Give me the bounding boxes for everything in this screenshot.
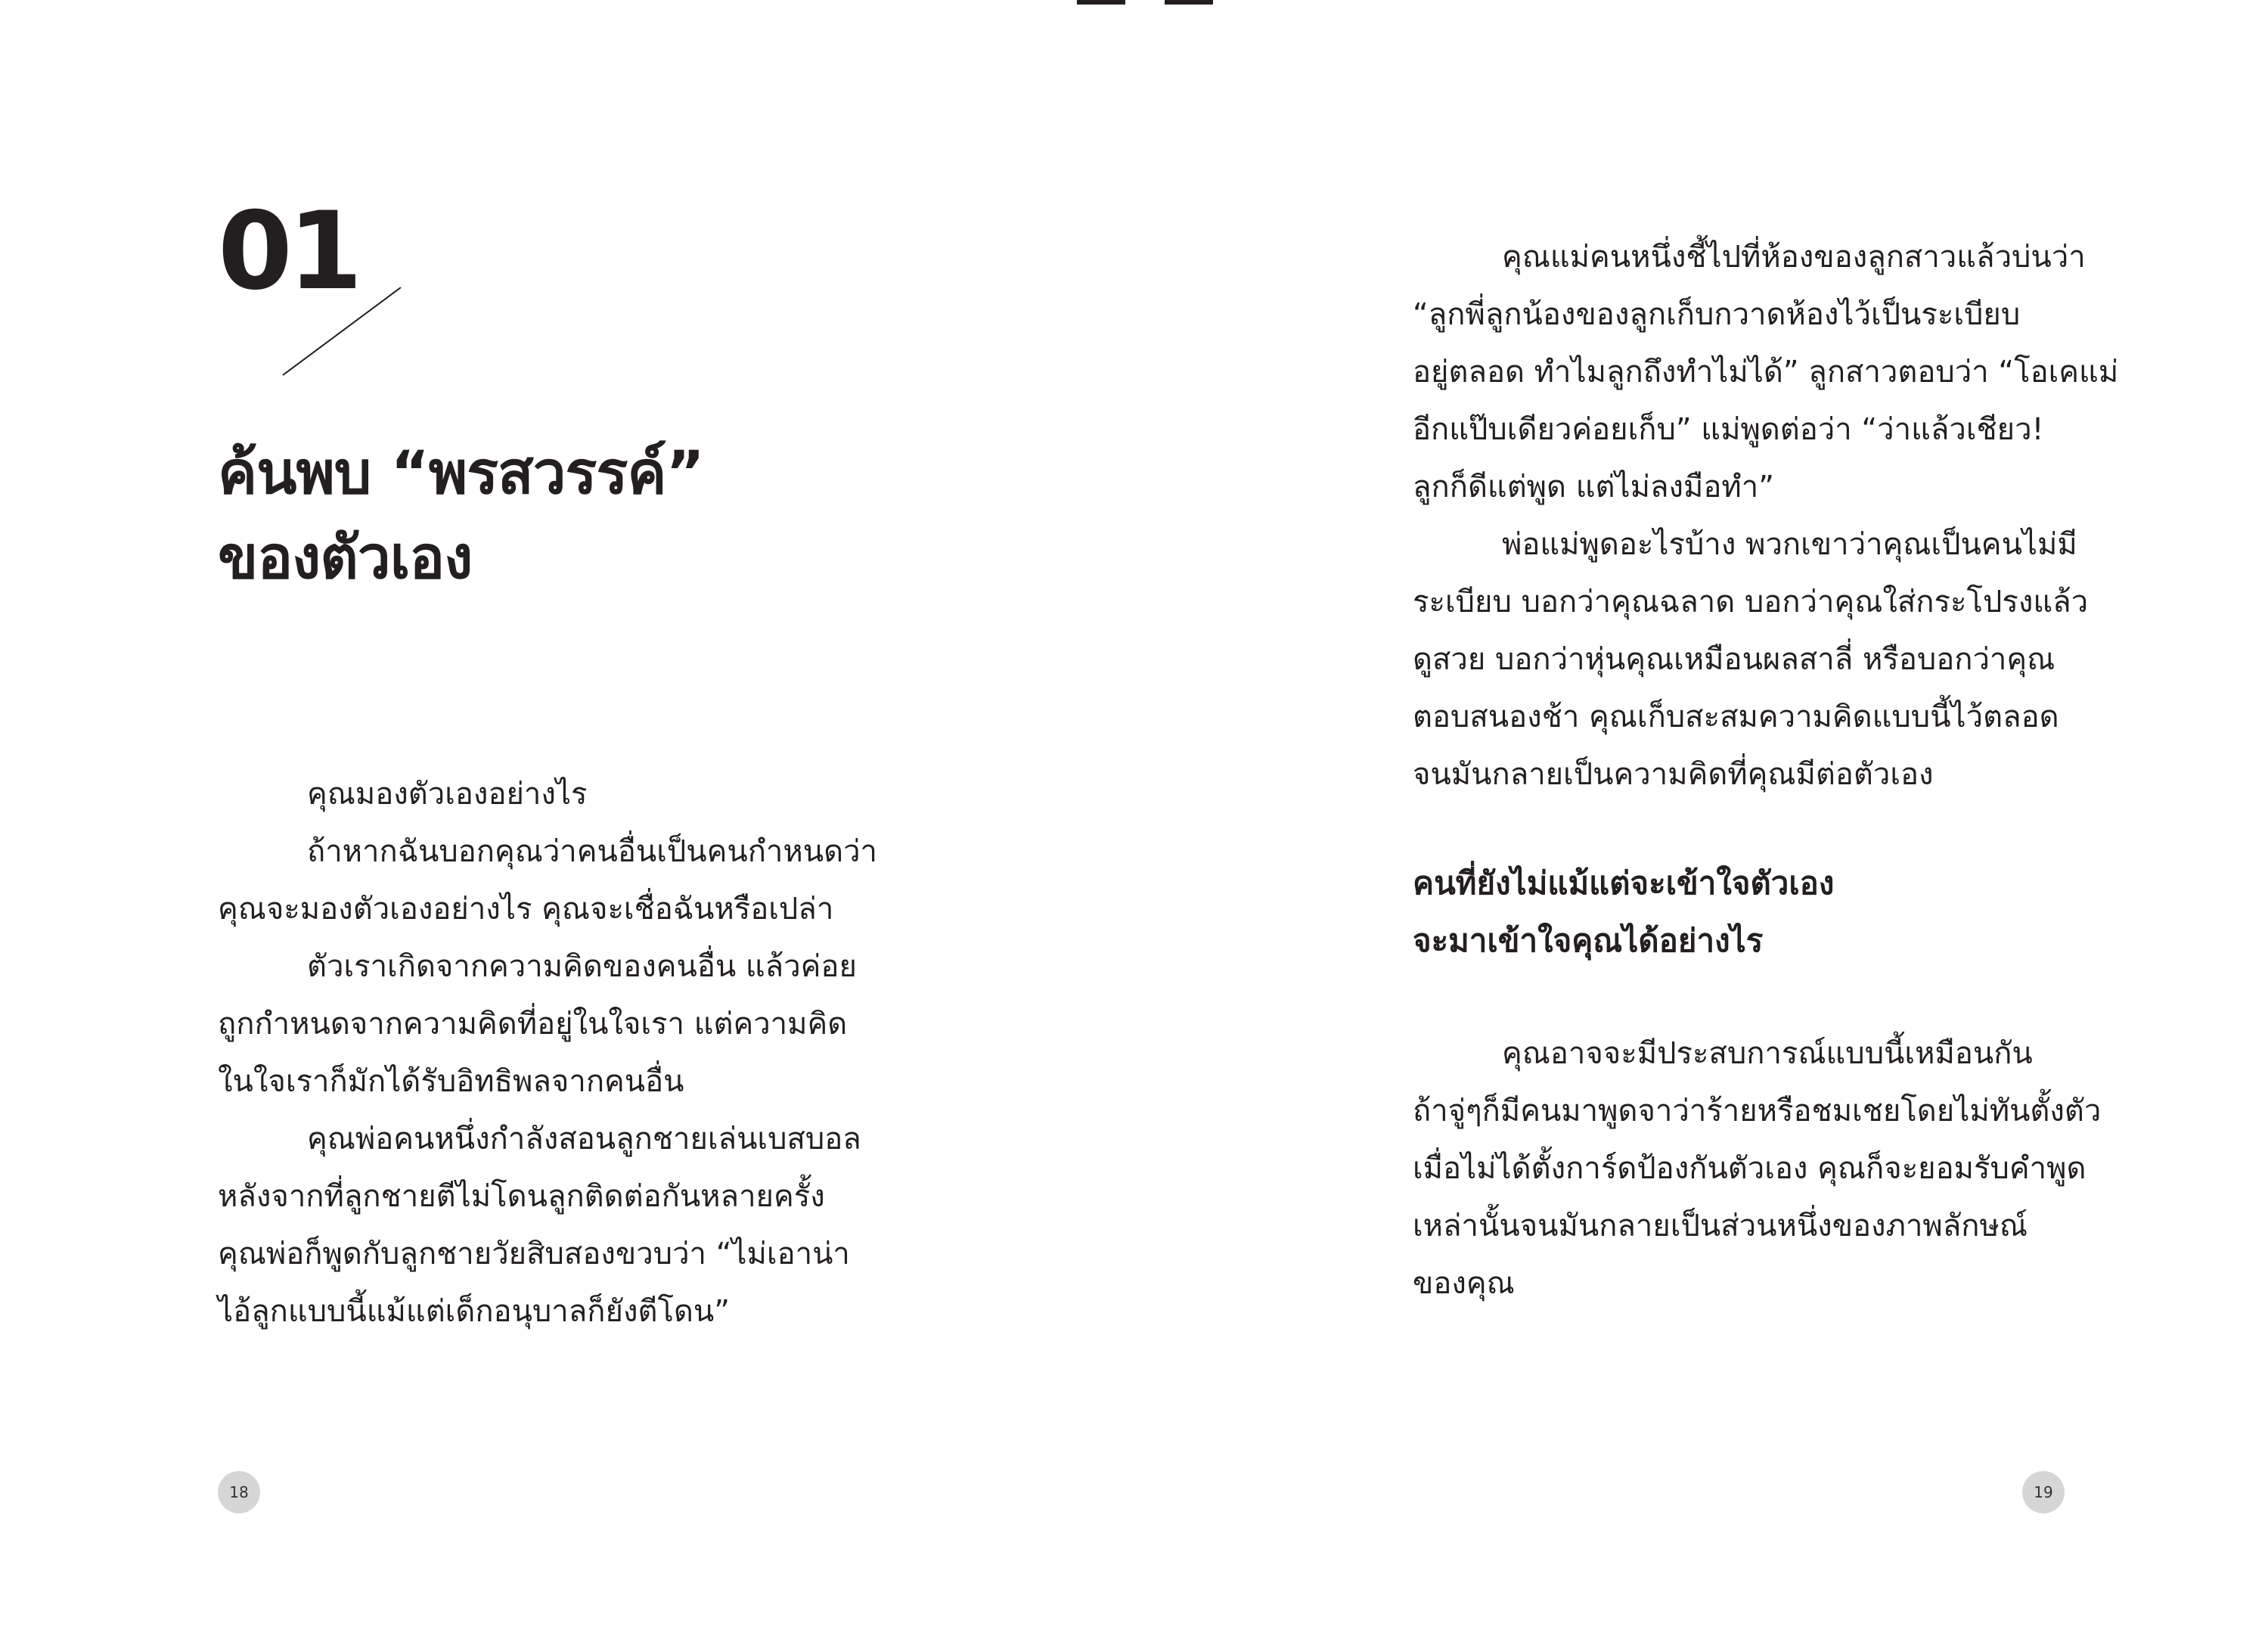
chapter-title-line: ค้นพบ “พรสวรรค์”	[218, 439, 704, 507]
page-number-badge: 18	[218, 1471, 260, 1513]
paragraph-line: หลังจากที่ลูกชายตีไม่โดนลูกติดต่อกันหลายครั้ง	[218, 1179, 825, 1214]
subheading-line: คนที่ยังไม่แม้แต่จะเข้าใจตัวเอง	[1413, 864, 1835, 902]
paragraph-line: ในใจเราก็มักได้รับอิทธิพลจากคนอื่น	[218, 1064, 684, 1099]
paragraph-line: คุณอาจจะมีประสบการณ์แบบนี้เหมือนกัน	[1502, 1036, 2033, 1071]
paragraph-line: อยู่ตลอด ทำไมลูกถึงทำไม่ได้” ลูกสาวตอบว่า “โอเคแม่	[1413, 355, 2119, 390]
left-body-text	[218, 765, 876, 1340]
paragraph-line: คุณแม่คนหนึ่งชี้ไปที่ห้องของลูกสาวแล้วบ่นว่า	[1502, 240, 2086, 275]
page-number-badge: 19	[2022, 1471, 2065, 1513]
paragraph-line: “ลูกพี่ลูกน้องของลูกเก็บกวาดห้องไว้เป็นระเบียบ	[1413, 297, 2021, 332]
paragraph-line: ดูสวย บอกว่าหุ่นคุณเหมือนผลสาลี่ หรือบอกว่าคุณ	[1413, 642, 2055, 677]
paragraph-line: ถ้าจู่ๆก็มีคนมาพูดจาว่าร้ายหรือชมเชยโดยไม่ทันตั้งตัว	[1413, 1094, 2102, 1128]
paragraph-line: คุณจะมองตัวเองอย่างไร คุณจะเชื่อฉันหรือเปล่า	[218, 892, 834, 927]
right-body-text-top	[1413, 228, 2119, 803]
paragraph-line: พ่อแม่พูดอะไรบ้าง พวกเขาว่าคุณเป็นคนไม่มี	[1502, 527, 2077, 562]
chapter-slash-divider	[281, 286, 410, 377]
paragraph-line: อีกแป๊บเดียวค่อยเก็บ” แม่พูดต่อว่า “ว่าแล้วเชียว!	[1413, 412, 2044, 447]
paragraph-line: คุณมองตัวเองอย่างไร	[307, 777, 588, 812]
paragraph-line: จนมันกลายเป็นความคิดที่คุณมีต่อตัวเอง	[1413, 757, 1934, 792]
paragraph-line: เมื่อไม่ได้ตั้งการ์ดป้องกันตัวเอง คุณก็จะยอมรับคำพูด	[1413, 1151, 2086, 1186]
paragraph-line: ของคุณ	[1413, 1266, 1515, 1301]
paragraph-line: เหล่านั้นจนมันกลายเป็นส่วนหนึ่งของภาพลักษณ์	[1413, 1209, 2028, 1243]
paragraph-line: ถ้าหากฉันบอกคุณว่าคนอื่นเป็นคนกำหนดว่า	[307, 834, 878, 869]
chapter-title	[218, 431, 974, 601]
right-body-text-bottom	[1413, 1025, 2102, 1312]
chapter-number: 01	[218, 189, 358, 314]
subheading-line: จะมาเข้าใจคุณได้อย่างไร	[1413, 922, 1764, 959]
right-page	[1134, 0, 2268, 1642]
paragraph-line: ตอบสนองช้า คุณเก็บสะสมความคิดแบบนี้ไว้ตลอด	[1413, 700, 2059, 734]
paragraph-line: ไอ้ลูกแบบนี้แม้แต่เด็กอนุบาลก็ยังตีโดน”	[218, 1294, 730, 1329]
paragraph-line: ตัวเราเกิดจากความคิดของคนอื่น แล้วค่อย	[307, 949, 857, 984]
paragraph-line: คุณพ่อคนหนึ่งกำลังสอนลูกชายเล่นเบสบอล	[307, 1122, 861, 1156]
paragraph-line: คุณพ่อก็พูดกับลูกชายวัยสิบสองขวบว่า “ไม่เอาน่า	[218, 1237, 850, 1271]
paragraph-line: ระเบียบ บอกว่าคุณฉลาด บอกว่าคุณใส่กระโปรงแล้ว	[1413, 585, 2089, 619]
chapter-title-line: ของตัวเอง	[218, 524, 473, 592]
paragraph-line: ลูกก็ดีแต่พูด แต่ไม่ลงมือทำ”	[1413, 470, 1774, 504]
paragraph-line: ถูกกำหนดจากความคิดที่อยู่ในใจเรา แต่ความคิด	[218, 1007, 848, 1041]
section-subheading	[1413, 855, 2093, 970]
